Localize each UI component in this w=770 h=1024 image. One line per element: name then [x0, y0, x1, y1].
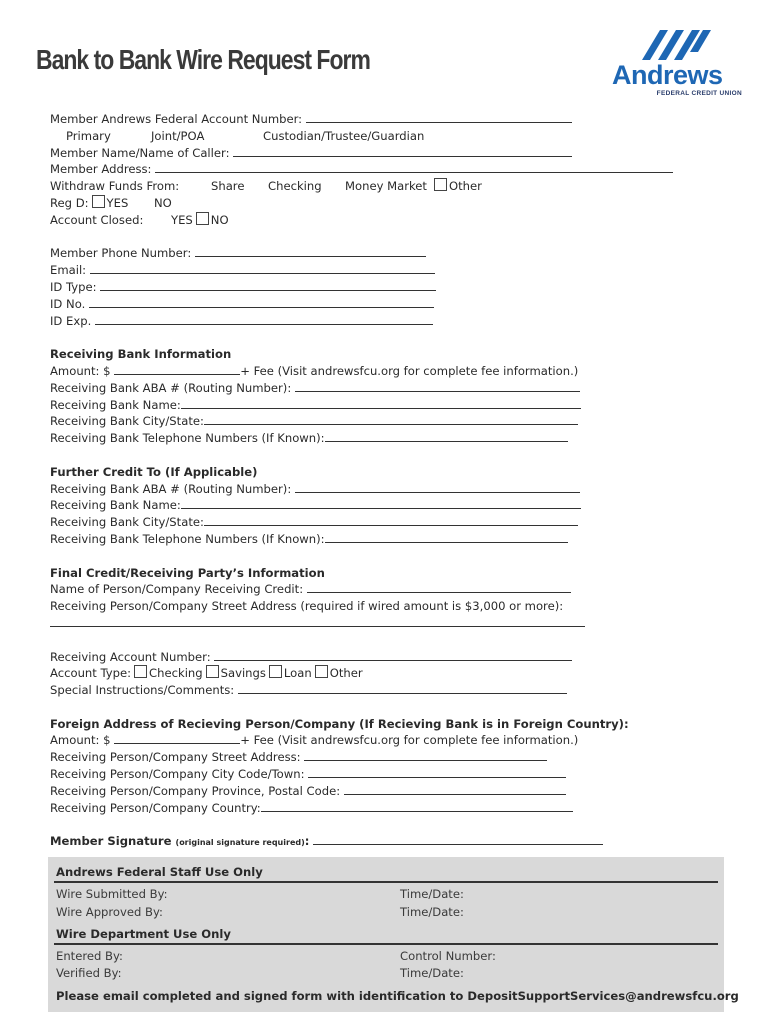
type-other-checkbox[interactable] [315, 665, 328, 678]
further-city-label: Receiving Bank City/State: [50, 515, 204, 530]
member-address-field[interactable] [155, 161, 673, 173]
final-account-field[interactable] [214, 649, 572, 661]
staff-divider [54, 881, 718, 883]
withdraw-share[interactable]: Share [211, 179, 245, 194]
receiving-aba-label: Receiving Bank ABA # (Routing Number): [50, 380, 292, 395]
phone-field[interactable] [195, 245, 426, 257]
receiving-fee-note: + Fee (Visit andrewsfcu.org for complete fee information.) [240, 363, 579, 378]
type-savings: Savings [220, 666, 266, 681]
foreign-province-field[interactable] [344, 783, 566, 795]
member-name-row [50, 145, 710, 162]
logo-wordmark: Andrews [612, 60, 723, 90]
closed-yes[interactable]: YES [171, 212, 193, 227]
foreign-amount-label: Amount: $ [50, 733, 111, 748]
verified-time-label: Time/Date: [400, 966, 464, 980]
option-custodian[interactable]: Custodian/Trustee/Guardian [263, 128, 425, 143]
account-number-row [50, 111, 710, 128]
submission-footer: Please email completed and signed form with identification to DepositSupportServices@andrewsfcu.org [56, 989, 739, 1003]
receiving-name-field[interactable] [181, 397, 581, 409]
final-account-label: Receiving Account Number: [50, 649, 211, 664]
final-instructions-field[interactable] [238, 682, 567, 694]
further-name-row [50, 497, 710, 514]
member-name-field[interactable] [233, 145, 572, 157]
submitted-time-label: Time/Date: [400, 887, 464, 901]
account-number-label: Member Andrews Federal Account Number: [50, 112, 303, 126]
signature-field[interactable] [313, 833, 603, 845]
wire-submitted-label: Wire Submitted By: [56, 887, 168, 901]
id-no-row [50, 296, 710, 313]
wire-approved-label: Wire Approved By: [56, 905, 163, 919]
receiving-city-field[interactable] [204, 413, 578, 425]
foreign-street-field[interactable] [304, 749, 547, 761]
further-city-field[interactable] [204, 514, 578, 526]
receiving-heading: Receiving Bank Information [50, 347, 232, 362]
phone-row [50, 245, 710, 262]
account-closed-row [50, 212, 710, 229]
id-exp-label: ID Exp. [50, 313, 92, 328]
account-number-field[interactable] [306, 111, 572, 123]
final-name-row [50, 581, 710, 598]
type-savings-checkbox[interactable] [206, 665, 219, 678]
andrews-logo [612, 30, 748, 102]
receiving-aba-field[interactable] [295, 380, 580, 392]
page-title: Bank to Bank Wire Request Form [36, 44, 370, 75]
id-type-field[interactable] [100, 279, 436, 291]
wire-dept-divider [54, 943, 718, 945]
further-phone-field[interactable] [325, 531, 568, 543]
id-exp-field[interactable] [95, 313, 433, 325]
foreign-heading: Foreign Address of Recieving Person/Company (If Recieving Bank is in Foreign Country): [50, 716, 629, 731]
regd-yes-checkbox[interactable] [92, 195, 105, 208]
receiving-city-label: Receiving Bank City/State: [50, 414, 204, 429]
final-type-label: Account Type: [50, 666, 132, 681]
withdraw-other: Other [449, 179, 482, 194]
further-city-row [50, 514, 710, 531]
approved-time-label: Time/Date: [400, 905, 464, 919]
id-type-row [50, 279, 710, 296]
closed-no-checkbox[interactable] [196, 212, 209, 225]
foreign-country-field[interactable] [261, 800, 573, 812]
foreign-city-field[interactable] [308, 766, 566, 778]
final-instructions-label: Special Instructions/Comments: [50, 683, 235, 698]
foreign-province-row [50, 783, 710, 800]
withdraw-label: Withdraw Funds From: [50, 179, 180, 194]
signature-row [50, 833, 710, 850]
member-address-row [50, 161, 710, 178]
receiving-name-row [50, 397, 710, 414]
member-name-label: Member Name/Name of Caller: [50, 145, 230, 160]
foreign-fee-note: + Fee (Visit andrewsfcu.org for complete fee information.) [240, 733, 579, 748]
foreign-province-label: Receiving Person/Company Province, Postal Code: [50, 783, 341, 798]
further-aba-field[interactable] [295, 481, 580, 493]
foreign-country-label: Receiving Person/Company Country: [50, 800, 261, 815]
withdraw-other-checkbox[interactable] [434, 178, 447, 191]
final-instructions-row [50, 682, 710, 699]
final-address-label: Receiving Person/Company Street Address (required if wired amount is $3,000 or more): [50, 599, 564, 614]
option-joint-poa[interactable]: Joint/POA [151, 128, 205, 143]
account-closed-label: Account Closed: [50, 212, 144, 227]
control-number-label: Control Number: [400, 949, 496, 963]
email-label: Email: [50, 263, 87, 278]
id-exp-row [50, 313, 710, 330]
staff-heading: Andrews Federal Staff Use Only [56, 865, 263, 879]
regd-label: Reg D: [50, 195, 89, 210]
receiving-amount-row [50, 363, 710, 380]
receiving-phone-row [50, 430, 710, 447]
verified-by-label: Verified By: [56, 966, 122, 980]
withdraw-money-market[interactable]: Money Market [345, 179, 427, 194]
logo-subtitle: FEDERAL CREDIT UNION [656, 90, 742, 97]
type-other: Other [329, 666, 363, 681]
final-address-field[interactable] [50, 615, 585, 627]
type-checking-checkbox[interactable] [134, 665, 147, 678]
entered-by-label: Entered By: [56, 949, 123, 963]
member-address-label: Member Address: [50, 162, 152, 177]
foreign-city-row [50, 766, 710, 783]
final-address-row [50, 598, 710, 615]
account-type-row [50, 128, 710, 145]
final-type-row [50, 665, 710, 682]
foreign-amount-field[interactable] [114, 732, 240, 744]
id-no-label: ID No. [50, 296, 86, 311]
foreign-amount-row [50, 732, 710, 749]
email-row [50, 262, 710, 279]
type-loan: Loan [283, 666, 312, 681]
option-primary[interactable]: Primary [66, 128, 111, 143]
further-aba-row [50, 481, 710, 498]
further-aba-label: Receiving Bank ABA # (Routing Number): [50, 481, 292, 496]
id-no-field[interactable] [89, 296, 434, 308]
type-loan-checkbox[interactable] [269, 665, 282, 678]
receiving-phone-label: Receiving Bank Telephone Numbers (If Known): [50, 431, 325, 446]
final-name-field[interactable] [307, 581, 571, 593]
receiving-phone-field[interactable] [325, 430, 568, 442]
further-phone-label: Receiving Bank Telephone Numbers (If Known): [50, 531, 325, 546]
final-name-label: Name of Person/Company Receiving Credit: [50, 582, 304, 597]
further-heading: Further Credit To (If Applicable) [50, 464, 258, 479]
receiving-name-label: Receiving Bank Name: [50, 397, 181, 412]
further-name-label: Receiving Bank Name: [50, 498, 181, 513]
signature-label: Member Signature [50, 834, 172, 849]
further-phone-row [50, 531, 710, 548]
withdraw-checking[interactable]: Checking [268, 179, 322, 194]
phone-label: Member Phone Number: [50, 246, 192, 261]
type-checking: Checking [149, 666, 203, 681]
staff-use-panel [48, 857, 739, 1012]
logo-stripes-icon [642, 30, 722, 62]
final-account-row [50, 649, 710, 666]
receiving-amount-field[interactable] [114, 363, 240, 375]
withdraw-row [50, 178, 710, 195]
receiving-aba-row [50, 380, 710, 397]
final-address-line-row [50, 615, 710, 632]
foreign-country-row [50, 800, 710, 817]
regd-no[interactable]: NO [154, 195, 172, 210]
regd-row [50, 195, 710, 212]
wire-dept-heading: Wire Department Use Only [56, 927, 231, 941]
regd-yes: YES [106, 195, 129, 210]
foreign-street-row [50, 749, 710, 766]
receiving-amount-label: Amount: $ [50, 363, 111, 378]
email-field[interactable] [90, 262, 435, 274]
foreign-street-label: Receiving Person/Company Street Address: [50, 750, 301, 765]
closed-no: NO [210, 212, 229, 227]
foreign-city-label: Receiving Person/Company City Code/Town: [50, 767, 305, 782]
signature-colon: : [304, 834, 310, 849]
receiving-city-row [50, 413, 710, 430]
signature-note: (original signature required) [175, 838, 305, 848]
final-heading: Final Credit/Receiving Party’s Information [50, 565, 325, 580]
id-type-label: ID Type: [50, 279, 97, 294]
wire-request-form [50, 111, 710, 850]
further-name-field[interactable] [181, 497, 581, 509]
